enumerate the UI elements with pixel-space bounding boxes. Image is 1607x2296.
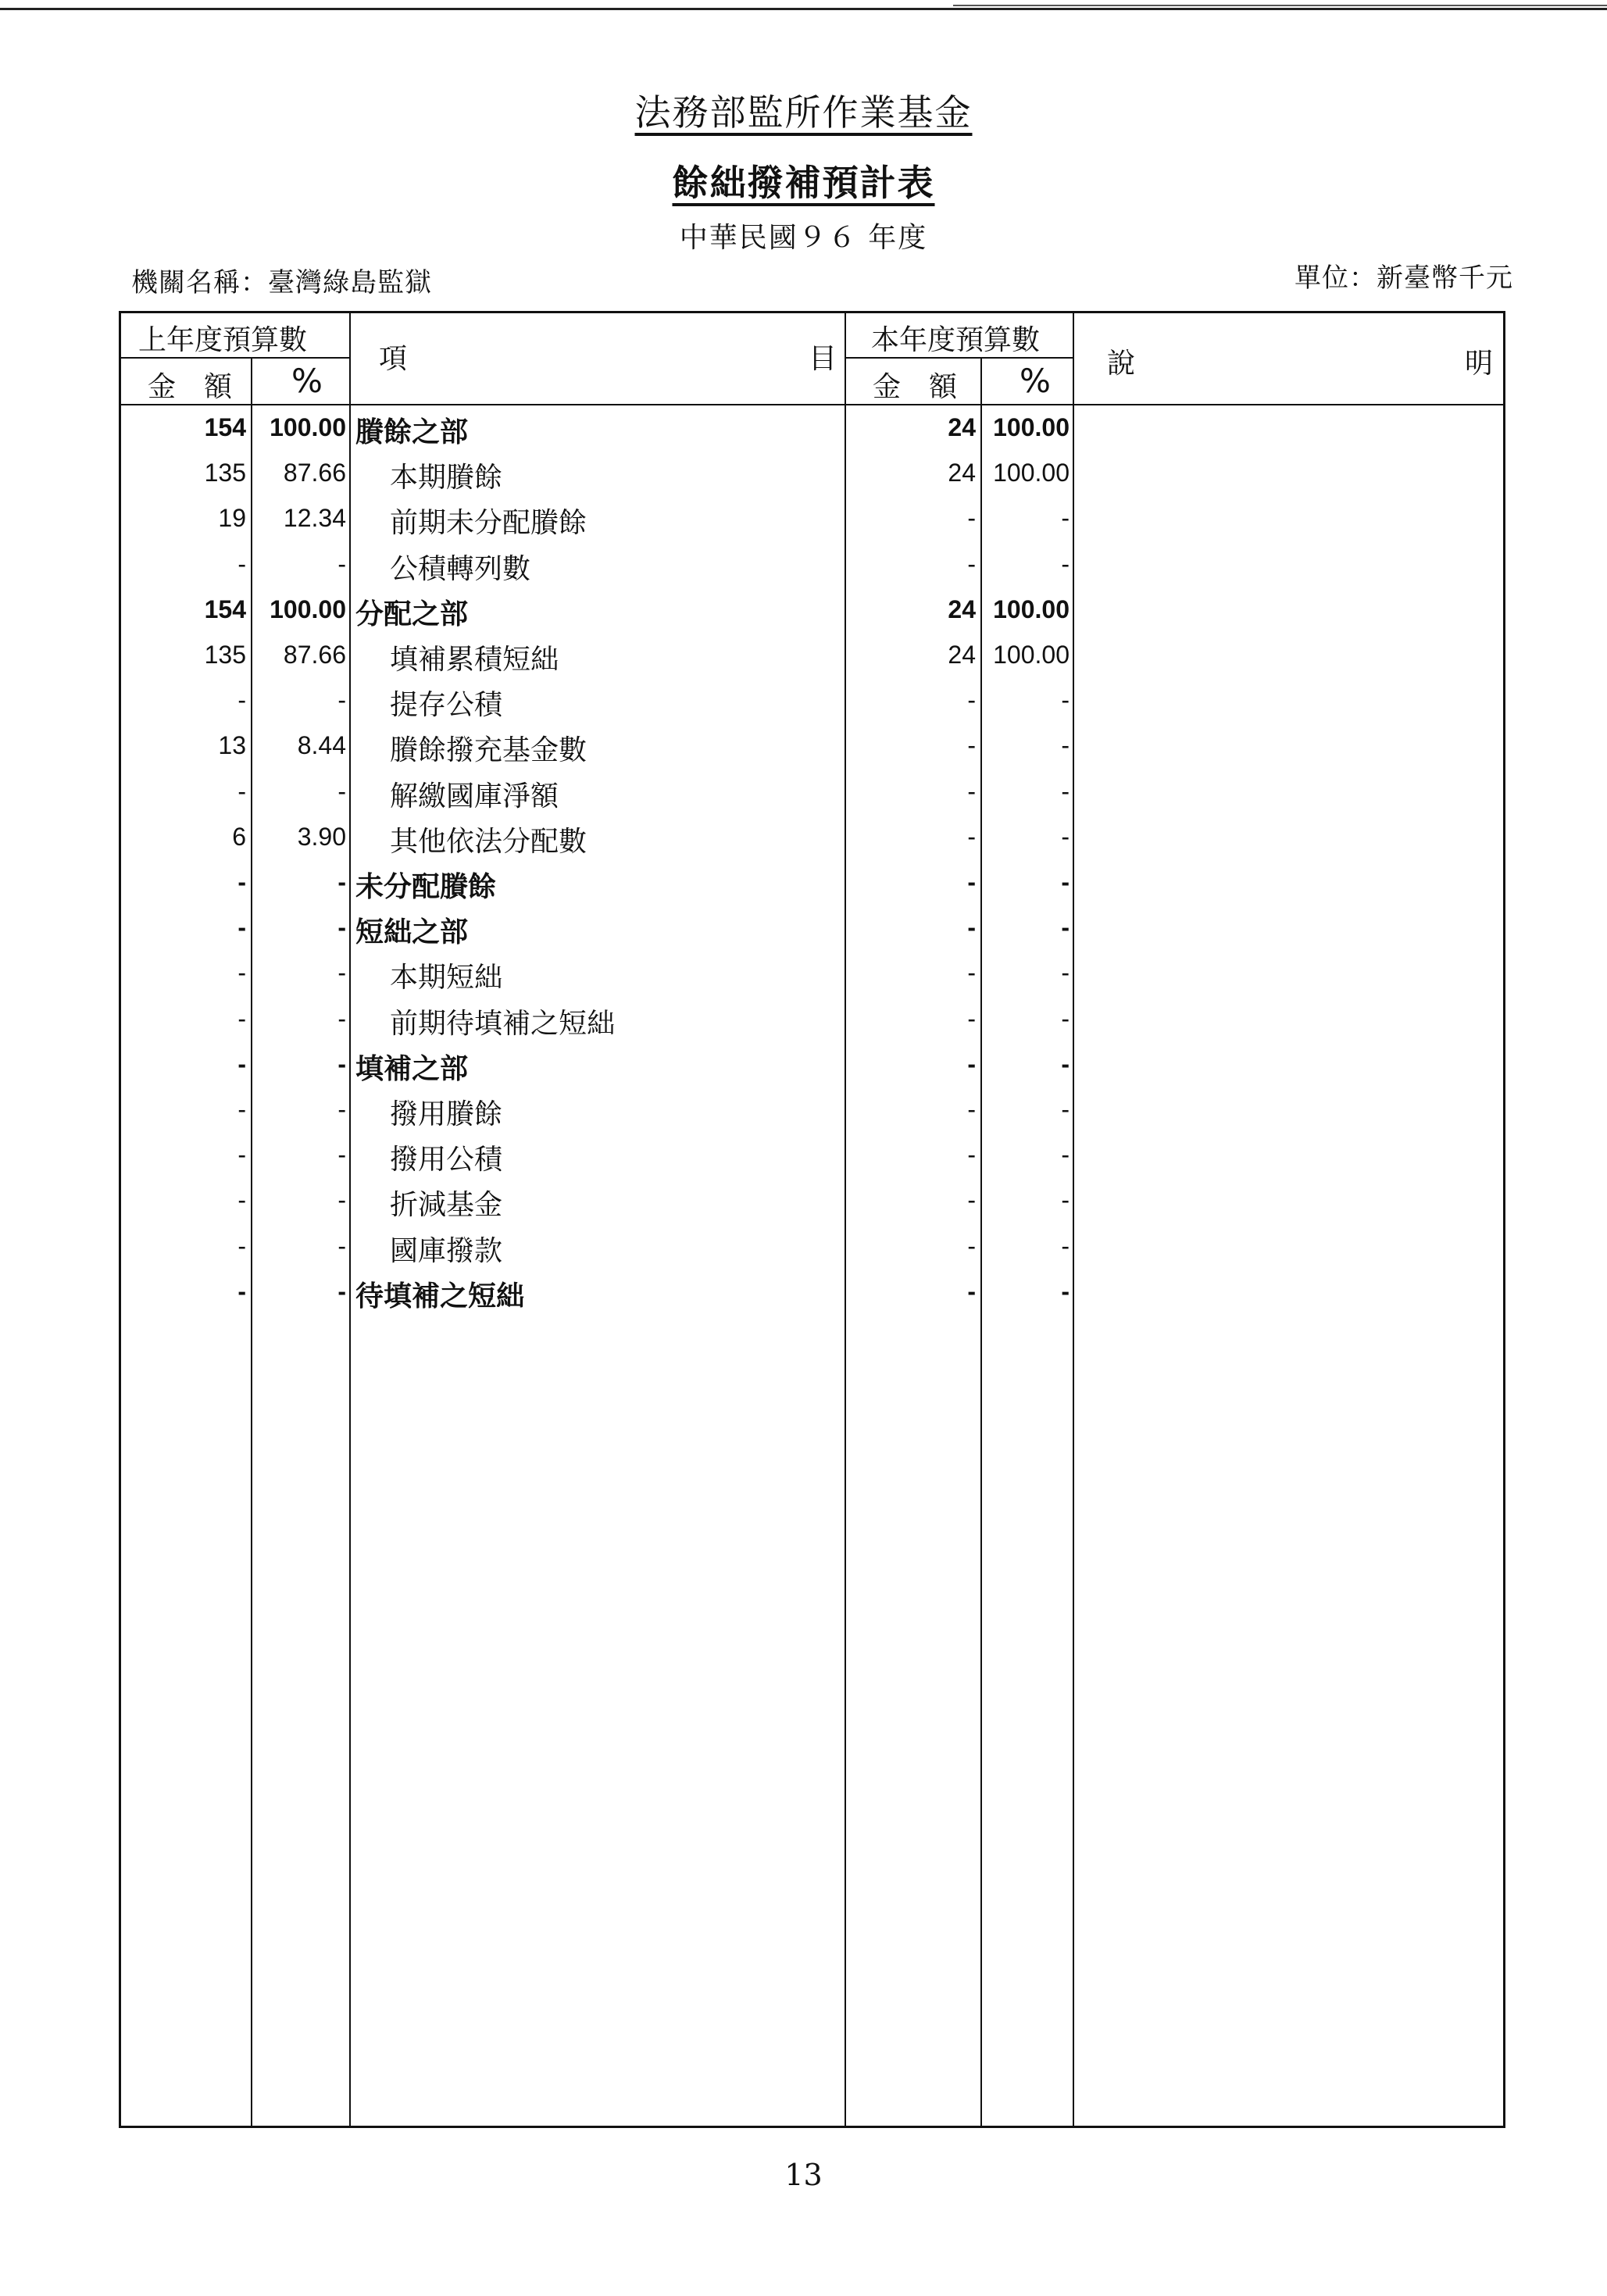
prev-amount-cell: 154 [204, 595, 246, 623]
prev-amount-cell: 135 [204, 459, 246, 487]
curr-amount-cell: - [967, 777, 976, 805]
curr-amount-cell: - [967, 1231, 976, 1260]
prev-percent-cell: - [337, 959, 346, 987]
prev-percent-cell: - [337, 686, 346, 715]
prev-percent-cell: - [337, 1231, 346, 1260]
curr-amount-cell: - [967, 868, 976, 896]
curr-amount-cell: - [967, 1141, 976, 1169]
prev-amount-cell: - [237, 1186, 246, 1215]
curr-amount-cell: - [967, 959, 976, 987]
curr-amount-cell: - [967, 549, 976, 578]
curr-amount-cell: 24 [948, 413, 976, 441]
section-heading: 未分配賸餘 [355, 870, 497, 903]
curr-amount-cell: 24 [948, 641, 976, 669]
header-bottom-line [121, 404, 1503, 405]
curr-amount-cell: - [967, 822, 976, 851]
item-header-right: 目 [809, 343, 837, 375]
curr-percent-cell: 100.00 [993, 595, 1070, 623]
prev-percent-cell: 87.66 [283, 641, 346, 669]
item-label: 撥用賸餘 [390, 1098, 503, 1130]
prev-amount-cell: - [237, 777, 246, 805]
prev-percent-cell: - [337, 1049, 346, 1078]
curr-percent-cell: 100.00 [993, 459, 1070, 487]
curr-amount-cell: - [967, 1095, 976, 1123]
prev-percent-cell: - [337, 549, 346, 578]
item-label: 國庫撥款 [390, 1234, 503, 1267]
page-number: 13 [784, 2158, 823, 2192]
item-label: 折減基金 [390, 1189, 503, 1222]
prev-percent-cell: 100.00 [270, 595, 346, 623]
curr-percent-cell: - [1061, 1186, 1070, 1215]
prev-amount-cell: - [237, 913, 246, 942]
currency-unit: 單位：新臺幣千元 [1295, 262, 1513, 294]
prev-percent-cell: - [337, 1141, 346, 1169]
prev-amount-cell: - [237, 1095, 246, 1123]
prev-percent-cell: - [337, 1277, 346, 1305]
item-header-left: 項 [379, 343, 408, 375]
prev-amount-cell: - [237, 868, 246, 896]
item-label: 公積轉列數 [390, 552, 531, 585]
prev-percent-cell: 12.34 [283, 504, 346, 533]
prev-percent-cell: - [337, 1095, 346, 1123]
section-heading: 填補之部 [355, 1052, 469, 1085]
fiscal-year: 中華民國９６ 年度 [679, 222, 928, 254]
prev-amount-cell: 154 [204, 413, 246, 441]
curr-percent-cell: - [1061, 777, 1070, 805]
prev-amount-cell: - [237, 1004, 246, 1033]
section-heading: 短絀之部 [355, 916, 469, 949]
top-border-line [0, 8, 1607, 10]
curr-amount-cell: - [967, 731, 976, 760]
curr-amount-cell: 24 [948, 459, 976, 487]
section-heading: 待填補之短絀 [355, 1279, 525, 1312]
curr-amount-cell: 24 [948, 595, 976, 623]
curr-amount-cell: - [967, 1049, 976, 1078]
prev-amount-header: 金 額 [148, 371, 233, 403]
prev-amount-cell: - [237, 1231, 246, 1260]
item-label: 本期賸餘 [390, 462, 503, 495]
curr-percent-cell: 100.00 [993, 413, 1070, 441]
top-border-line-secondary [953, 5, 1607, 6]
curr-percent-cell: - [1061, 731, 1070, 760]
prev-percent-header: % [291, 362, 323, 400]
prev-percent-cell: 87.66 [283, 459, 346, 487]
col-divider [1073, 313, 1074, 2126]
curr-percent-cell: 100.00 [993, 641, 1070, 669]
prev-amount-cell: - [237, 549, 246, 578]
curr-percent-cell: - [1061, 1231, 1070, 1260]
prev-amount-cell: 13 [218, 731, 246, 760]
prev-amount-cell: 135 [204, 641, 246, 669]
note-header-left: 說 [1107, 348, 1136, 380]
curr-percent-cell: - [1061, 868, 1070, 896]
prev-percent-cell: - [337, 868, 346, 896]
curr-percent-cell: - [1061, 1095, 1070, 1123]
prev-percent-cell: 100.00 [270, 413, 346, 441]
curr-percent-cell: - [1061, 549, 1070, 578]
curr-budget-header: 本年度預算數 [871, 324, 1041, 356]
prev-percent-cell: - [337, 913, 346, 942]
item-label: 撥用公積 [390, 1144, 503, 1177]
budget-table [119, 311, 1505, 2128]
item-label: 前期待填補之短絀 [390, 1007, 616, 1040]
item-label: 賸餘撥充基金數 [390, 734, 587, 767]
curr-amount-cell: - [967, 913, 976, 942]
curr-amount-cell: - [967, 686, 976, 715]
document-subtitle: 餘絀撥補預計表 [672, 162, 935, 204]
curr-percent-cell: - [1061, 822, 1070, 851]
curr-amount-cell: - [967, 1004, 976, 1033]
curr-percent-cell: - [1061, 1141, 1070, 1169]
curr-percent-cell: - [1061, 1004, 1070, 1033]
item-label: 解繳國庫淨額 [390, 780, 559, 812]
curr-percent-cell: - [1061, 1277, 1070, 1305]
curr-amount-cell: - [967, 1277, 976, 1305]
prev-percent-cell: - [337, 1004, 346, 1033]
curr-amount-cell: - [967, 504, 976, 533]
curr-percent-header: % [1020, 362, 1051, 400]
curr-percent-cell: - [1061, 686, 1070, 715]
prev-percent-cell: - [337, 1186, 346, 1215]
item-label: 提存公積 [390, 689, 503, 722]
prev-percent-cell: - [337, 777, 346, 805]
prev-amount-cell: 19 [218, 504, 246, 533]
curr-amount-header: 金 額 [873, 371, 958, 403]
prev-amount-cell: - [237, 1277, 246, 1305]
item-label: 前期未分配賸餘 [390, 507, 587, 540]
col-divider [349, 313, 351, 2126]
prev-amount-cell: - [237, 1049, 246, 1078]
note-header-right: 明 [1465, 348, 1494, 380]
section-heading: 賸餘之部 [355, 416, 469, 448]
agency-name: 機關名稱：臺灣綠島監獄 [131, 267, 432, 298]
item-label: 本期短絀 [390, 962, 503, 994]
prev-percent-cell: 8.44 [297, 731, 346, 760]
prev-amount-cell: - [237, 686, 246, 715]
prev-amount-cell: - [237, 959, 246, 987]
item-label: 其他依法分配數 [390, 825, 587, 858]
item-label: 填補累積短絀 [390, 644, 559, 676]
curr-percent-cell: - [1061, 959, 1070, 987]
curr-percent-cell: - [1061, 913, 1070, 942]
prev-budget-header: 上年度預算數 [138, 324, 308, 356]
col-divider [845, 313, 846, 2126]
prev-amount-cell: - [237, 1141, 246, 1169]
curr-percent-cell: - [1061, 1049, 1070, 1078]
document-title: 法務部監所作業基金 [634, 91, 973, 134]
curr-amount-cell: - [967, 1186, 976, 1215]
section-heading: 分配之部 [355, 597, 469, 630]
curr-percent-cell: - [1061, 504, 1070, 533]
prev-amount-cell: 6 [232, 822, 246, 851]
prev-percent-cell: 3.90 [297, 822, 346, 851]
